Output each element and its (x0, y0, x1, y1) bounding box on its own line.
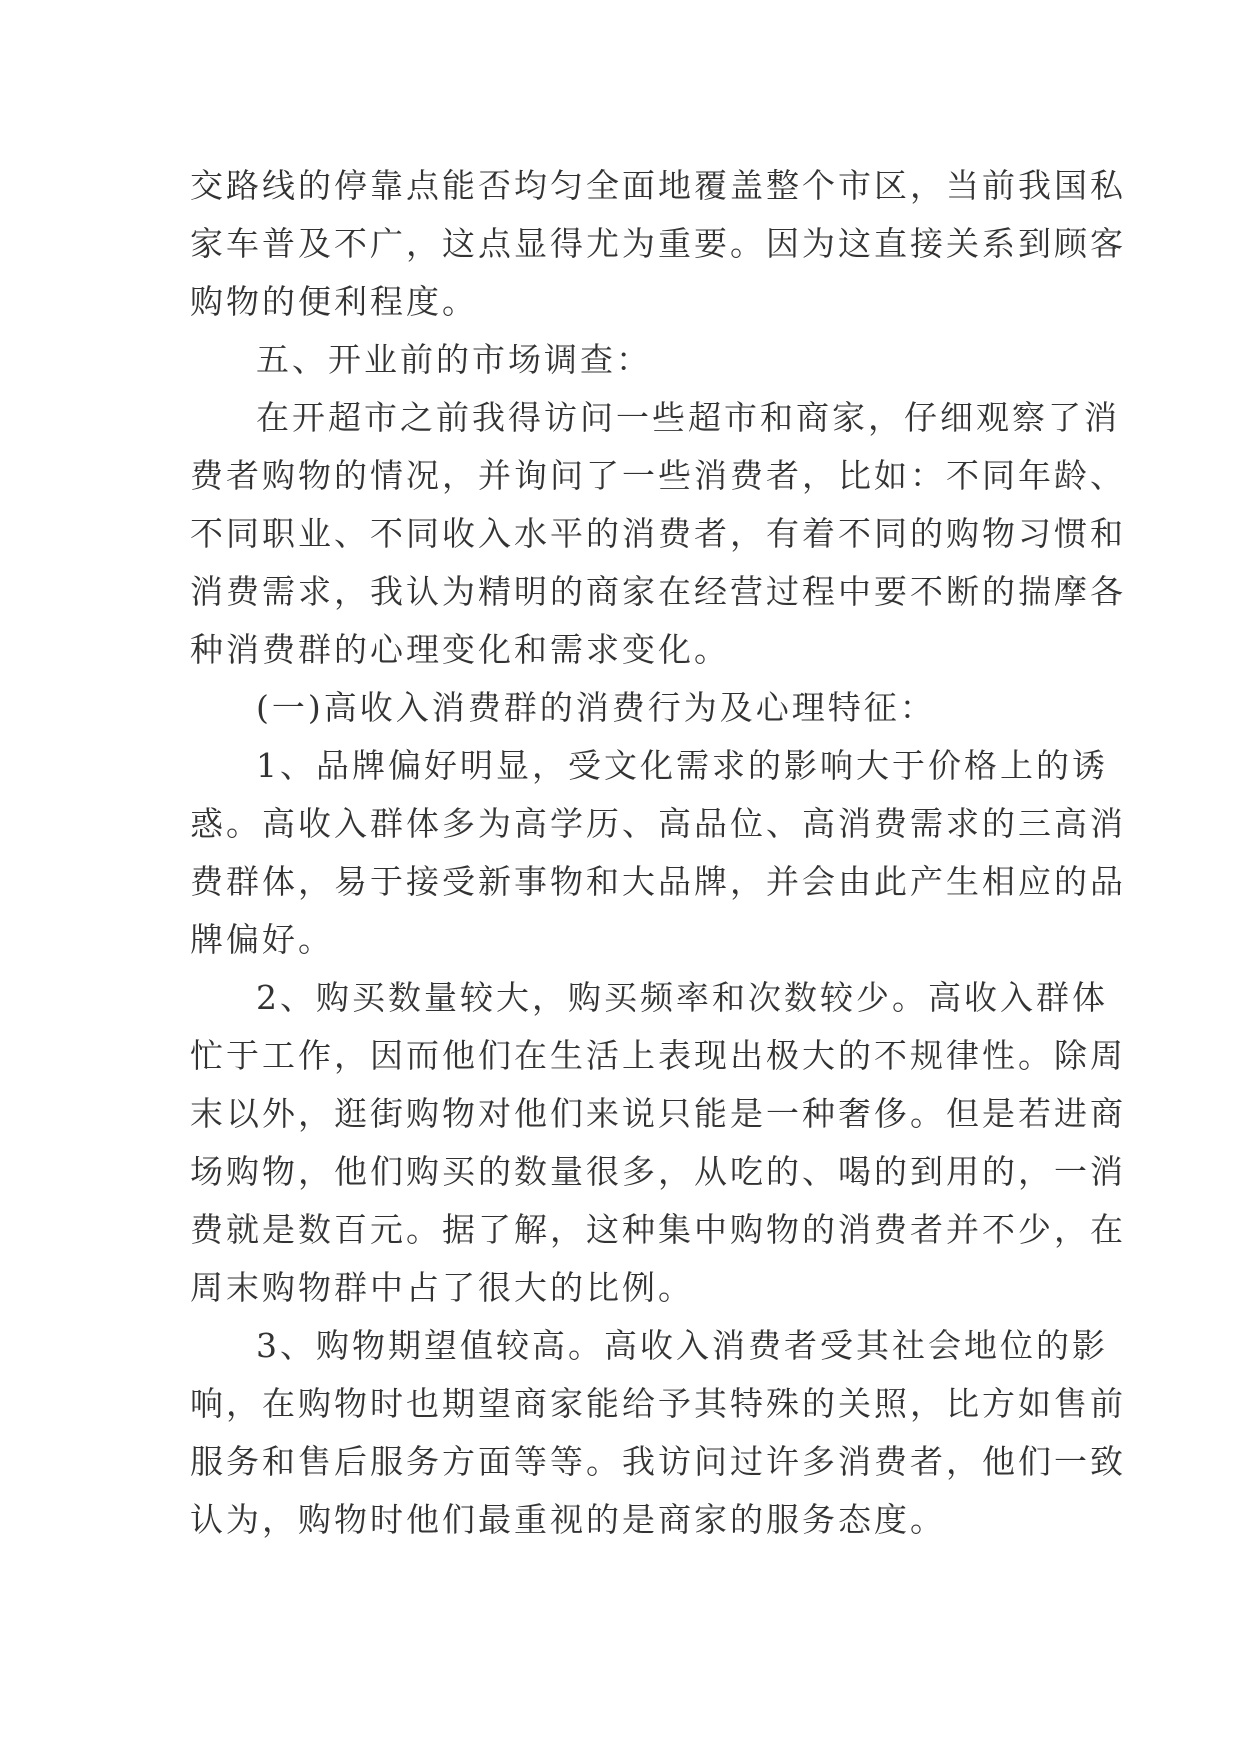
paragraph-line: 家车普及不广，这点显得尤为重要。因为这直接关系到顾客 (190, 224, 1126, 263)
paragraph-line: 消费需求，我认为精明的商家在经营过程中要不断的揣摩各 (190, 572, 1126, 611)
paragraph-line: 周末购物群中占了很大的比例。 (190, 1268, 694, 1307)
document-body (190, 157, 1126, 1549)
paragraph-line: 牌偏好。 (190, 920, 334, 959)
paragraph-line: 费者购物的情况，并询问了一些消费者，比如：不同年龄、 (190, 456, 1126, 495)
paragraph-line: 2、购买数量较大，购买频率和次数较少。高收入群体 (256, 978, 1108, 1017)
paragraph-line: 认为，购物时他们最重视的是商家的服务态度。 (190, 1500, 946, 1539)
paragraph-line: 不同职业、不同收入水平的消费者，有着不同的购物习惯和 (190, 514, 1126, 553)
paragraph-line: 种消费群的心理变化和需求变化。 (190, 630, 730, 669)
paragraph-line: 1、品牌偏好明显，受文化需求的影响大于价格上的诱 (256, 746, 1108, 785)
paragraph-line: 忙于工作，因而他们在生活上表现出极大的不规律性。除周 (190, 1036, 1126, 1075)
paragraph-line: 购物的便利程度。 (190, 282, 478, 321)
paragraph-line: 响，在购物时也期望商家能给予其特殊的关照，比方如售前 (190, 1384, 1126, 1423)
paragraph-line: 在开超市之前我得访问一些超市和商家，仔细观察了消 (256, 398, 1120, 437)
paragraph-line: 惑。高收入群体多为高学历、高品位、高消费需求的三高消 (190, 804, 1126, 843)
paragraph-line: 场购物，他们购买的数量很多，从吃的、喝的到用的，一消 (190, 1152, 1126, 1191)
paragraph-line: 服务和售后服务方面等等。我访问过许多消费者，他们一致 (190, 1442, 1126, 1481)
subsection-heading: (一)高收入消费群的消费行为及心理特征： (256, 688, 936, 727)
paragraph-line: 费就是数百元。据了解，这种集中购物的消费者并不少，在 (190, 1210, 1126, 1249)
paragraph-line: 费群体，易于接受新事物和大品牌，并会由此产生相应的品 (190, 862, 1126, 901)
paragraph-line: 3、购物期望值较高。高收入消费者受其社会地位的影 (256, 1326, 1108, 1365)
paragraph-line: 末以外，逛街购物对他们来说只能是一种奢侈。但是若进商 (190, 1094, 1126, 1133)
section-heading: 五、开业前的市场调查： (256, 340, 652, 379)
paragraph-line: 交路线的停靠点能否均匀全面地覆盖整个市区，当前我国私 (190, 166, 1126, 205)
